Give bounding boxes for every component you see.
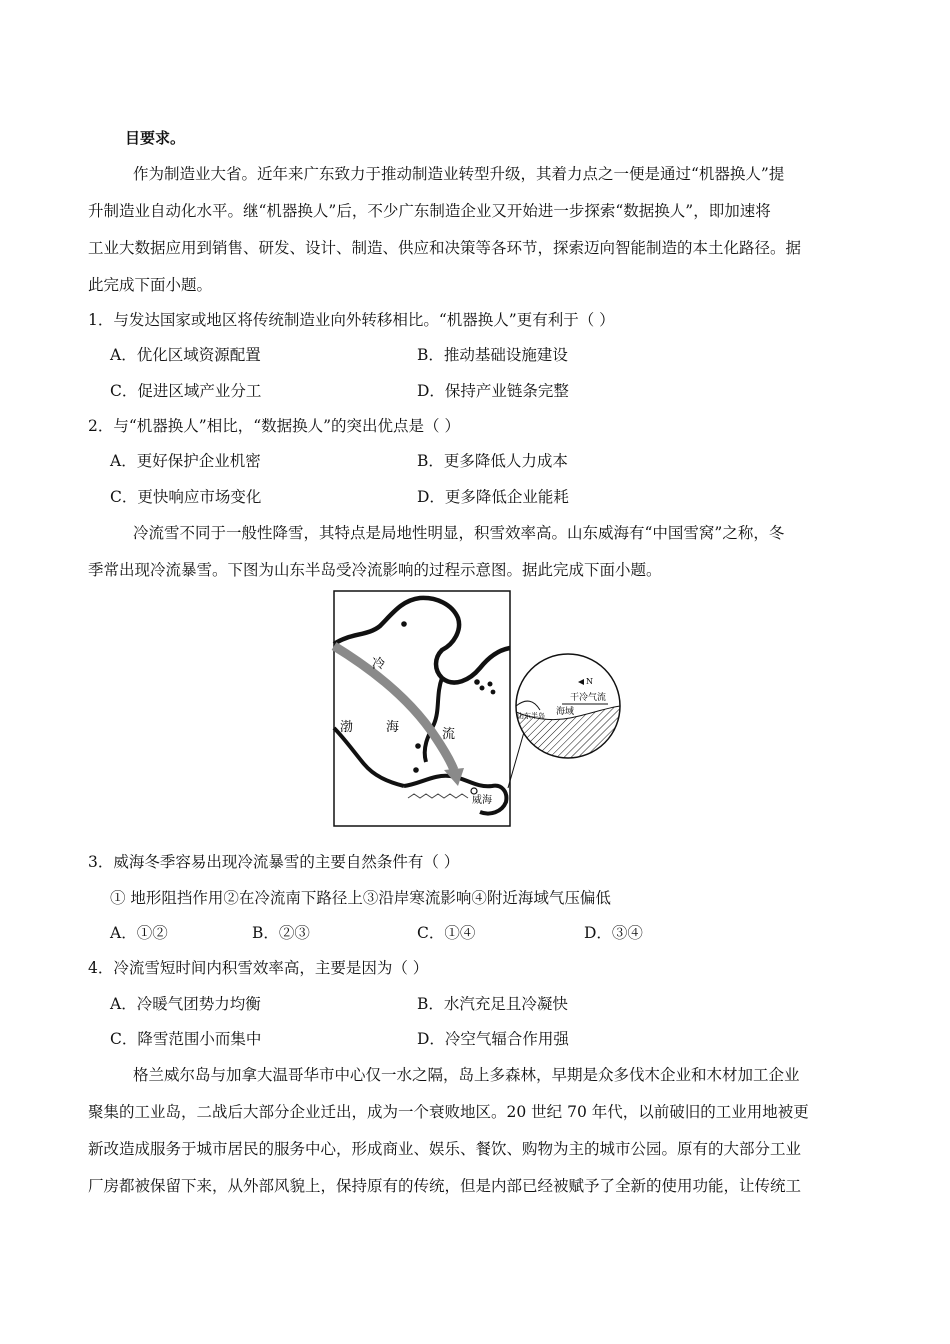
q1-option-b[interactable]: B．推动基础设施建设 <box>417 346 568 364</box>
map-frame <box>334 591 510 826</box>
q4-option-d[interactable]: D．冷空气辐合作用强 <box>417 1030 569 1048</box>
passage1-line-2: 升制造业自动化水平。继“机器换人”后，不少广东制造企业又开始进一步探索“数据换人”，即加速将 <box>88 202 771 220</box>
q1-option-c[interactable]: C．促进区域产业分工 <box>110 382 262 400</box>
header-fragment: 目要求。 <box>125 129 186 147</box>
q4-option-a[interactable]: A．冷暖气团势力均衡 <box>110 995 261 1013</box>
inset-sea: 海域 <box>556 707 575 717</box>
passage3-line-1: 格兰威尔岛与加拿大温哥华市中心仅一水之隔，岛上多森林，早期是众多伐木企业和木材加工企业 <box>133 1066 800 1084</box>
q4-option-b[interactable]: B．水汽充足且冷凝快 <box>417 995 568 1013</box>
q2-option-c[interactable]: C．更快响应市场变化 <box>110 488 262 506</box>
q4-option-c[interactable]: C．降雪范围小而集中 <box>110 1030 262 1048</box>
question-2-stem: 2．与“机器换人”相比，“数据换人”的突出优点是（ ） <box>88 417 460 435</box>
passage3-line-2: 聚集的工业岛，二战后大部分企业迁出，成为一个衰败地区。20 世纪 70 年代，以前破旧的工业用地被更 <box>88 1103 809 1121</box>
passage3-line-4: 厂房都被保留下来，从外部风貌上，保持原有的传统，但是内部已经被赋予了全新的使用功能，让传统工 <box>88 1177 802 1195</box>
q3-option-b[interactable]: B．②③ <box>252 924 310 942</box>
label-hai: 海 <box>386 720 400 735</box>
passage3-line-3: 新改造成服务于城市居民的服务中心，形成商业、娱乐、餐饮、购物为主的城市公园。原有的大部分工业 <box>88 1140 802 1158</box>
q1-option-d[interactable]: D．保持产业链条完整 <box>417 382 569 400</box>
cold-flow-map <box>330 588 625 830</box>
q1-option-a[interactable]: A．优化区域资源配置 <box>110 346 261 364</box>
question-1-stem: 1．与发达国家或地区将传统制造业向外转移相比。“机器换人”更有利于（ ） <box>88 311 615 329</box>
q3-option-c[interactable]: C．①④ <box>417 924 476 942</box>
passage2-line-1: 冷流雪不同于一般性降雪，其特点是局地性明显，积雪效率高。山东威海有“中国雪窝”之称，冬 <box>133 524 785 542</box>
inset-north: N <box>586 677 593 686</box>
question-3-stem: 3．威海冬季容易出现冷流暴雪的主要自然条件有（ ） <box>88 853 460 871</box>
q3-option-d[interactable]: D．③④ <box>584 924 643 942</box>
inset-cold-air: 干冷气流 <box>570 693 607 703</box>
q2-option-b[interactable]: B．更多降低人力成本 <box>417 452 568 470</box>
q2-option-a[interactable]: A．更好保护企业机密 <box>110 452 261 470</box>
passage1-line-4: 此完成下面小题。 <box>88 276 213 294</box>
label-bo: 渤 <box>340 720 354 735</box>
q3-option-a[interactable]: A．①② <box>110 924 168 942</box>
q3-statements: ① 地形阻挡作用②在冷流南下路径上③沿岸寒流影响④附近海域气压偏低 <box>110 889 611 907</box>
label-liu: 流 <box>442 727 456 742</box>
passage1-line-3: 工业大数据应用到销售、研发、设计、制造、供应和决策等各环节，探索迈向智能制造的本土化路径。据 <box>88 239 802 257</box>
q2-option-d[interactable]: D．更多降低企业能耗 <box>417 488 569 506</box>
passage1-line-1: 作为制造业大省。近年来广东致力于推动制造业转型升级，其着力点之一便是通过“机器换人”提 <box>133 165 785 183</box>
passage2-line-2: 季常出现冷流暴雪。下图为山东半岛受冷流影响的过程示意图。据此完成下面小题。 <box>88 561 662 579</box>
label-weihai: 威海 <box>472 795 492 806</box>
weihai-dot <box>471 788 477 794</box>
label-leng: 冷 <box>372 657 386 672</box>
inset-coast: 山东半岛 <box>517 712 545 720</box>
question-4-stem: 4．冷流雪短时间内积雪效率高，主要是因为（ ） <box>88 959 429 977</box>
